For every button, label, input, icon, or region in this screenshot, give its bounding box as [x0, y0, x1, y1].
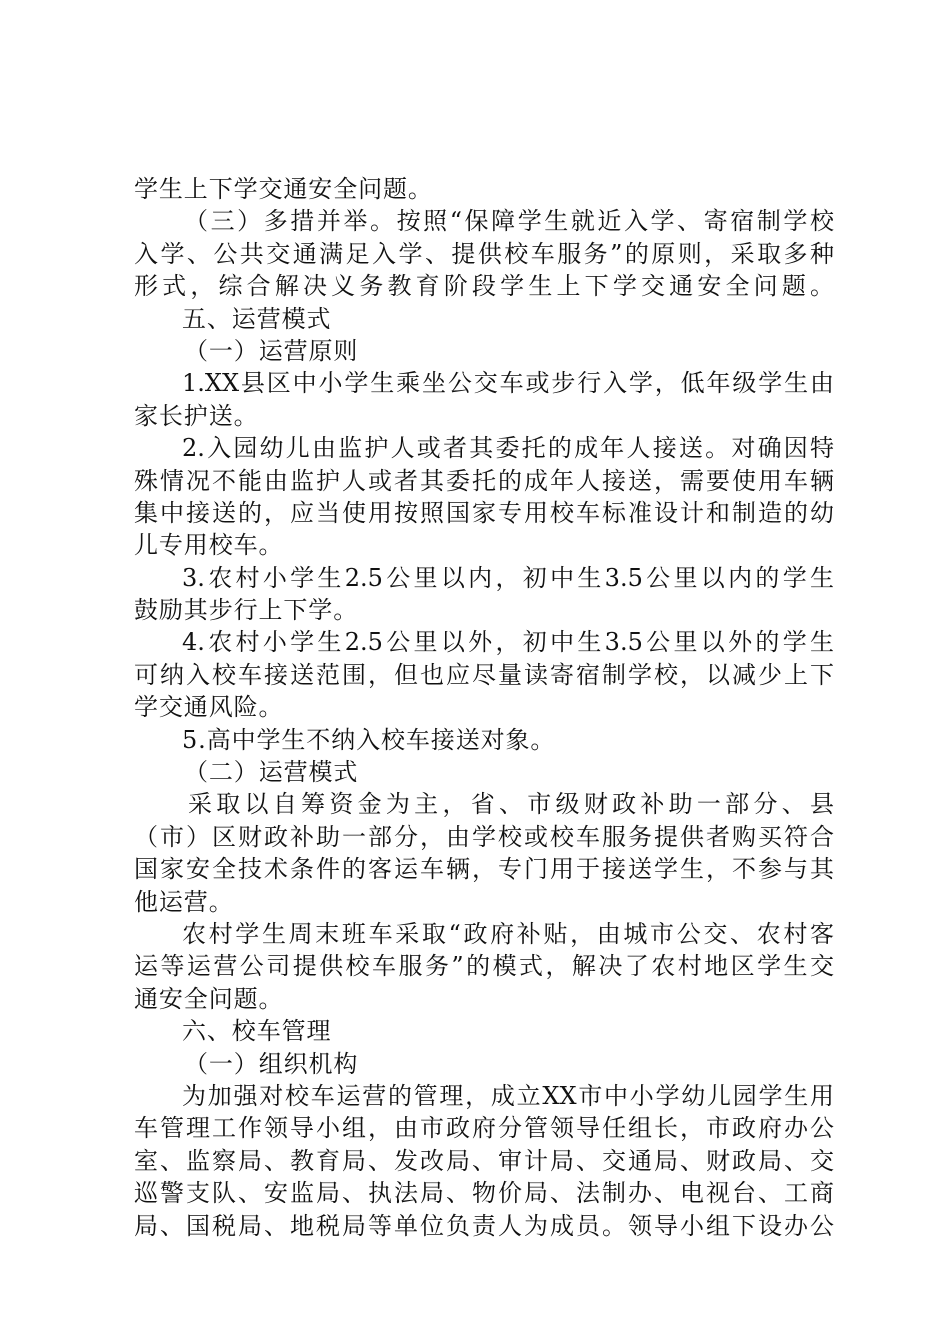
text-line: （市）区财政补助一部分，由学校或校车服务提供者购买符合 [134, 822, 834, 851]
text-line: 4.农村小学生2.5公里以外，初中生3.5公里以外的学生 [182, 628, 834, 657]
section-heading: 五、运营模式 [182, 304, 332, 333]
text-line: 学交通风险。 [134, 693, 284, 722]
text-line: （三）多措并举。按照“保障学生就近入学、寄宿制学校 [184, 207, 834, 236]
text-line: 家长护送。 [134, 401, 259, 430]
text-line: 学生上下学交通安全问题。 [134, 175, 433, 203]
text-line: 2.入园幼儿由监护人或者其委托的成年人接送。对确因特 [182, 434, 834, 463]
text-line: 采取以自筹资金为主，省、市级财政补助一部分、县 [188, 790, 834, 819]
subsection-heading: （一）组织机构 [184, 1049, 359, 1078]
text-line: 鼓励其步行上下学。 [134, 596, 359, 625]
subsection-heading: （一）运营原则 [184, 336, 359, 365]
text-line: 1.XX县区中小学生乘坐公交车或步行入学，低年级学生由 [182, 369, 834, 398]
subsection-heading: （二）运营模式 [184, 758, 359, 787]
section-heading: 六、校车管理 [182, 1017, 332, 1046]
text-line: 5.高中学生不纳入校车接送对象。 [182, 725, 556, 754]
text-line: 他运营。 [134, 887, 234, 916]
text-line: 通安全问题。 [134, 984, 284, 1013]
text-line: 国家安全技术条件的客运车辆，专门用于接送学生，不参与其 [134, 855, 834, 884]
text-line: 巡警支队、安监局、执法局、物价局、法制办、电视台、工商 [134, 1179, 834, 1208]
text-line: 局、国税局、地税局等单位负责人为成员。领导小组下设办公 [134, 1211, 834, 1240]
text-line: 为加强对校车运营的管理，成立XX市中小学幼儿园学生用 [182, 1081, 834, 1110]
text-line: 运等运营公司提供校车服务”的模式，解决了农村地区学生交 [134, 952, 834, 981]
text-line: 儿专用校车。 [134, 531, 284, 560]
text-line: 可纳入校车接送范围，但也应尽量读寄宿制学校，以减少上下 [134, 660, 834, 689]
text-line: 农村学生周末班车采取“政府补贴，由城市公交、农村客 [182, 919, 834, 948]
text-line: 室、监察局、教育局、发改局、审计局、交通局、财政局、交 [134, 1146, 834, 1175]
document-body [134, 173, 834, 1242]
text-line: 入学、公共交通满足入学、提供校车服务”的原则，采取多种 [134, 239, 834, 268]
text-line: 车管理工作领导小组，由市政府分管领导任组长，市政府办公 [134, 1114, 834, 1143]
text-line: 殊情况不能由监护人或者其委托的成年人接送，需要使用车辆 [134, 466, 834, 495]
text-line: 3.农村小学生2.5公里以内，初中生3.5公里以内的学生 [182, 563, 834, 592]
text-line: 集中接送的，应当使用按照国家专用校车标准设计和制造的幼 [134, 498, 834, 527]
text-line: 形式，综合解决义务教育阶段学生上下学交通安全问题。 [134, 272, 834, 301]
